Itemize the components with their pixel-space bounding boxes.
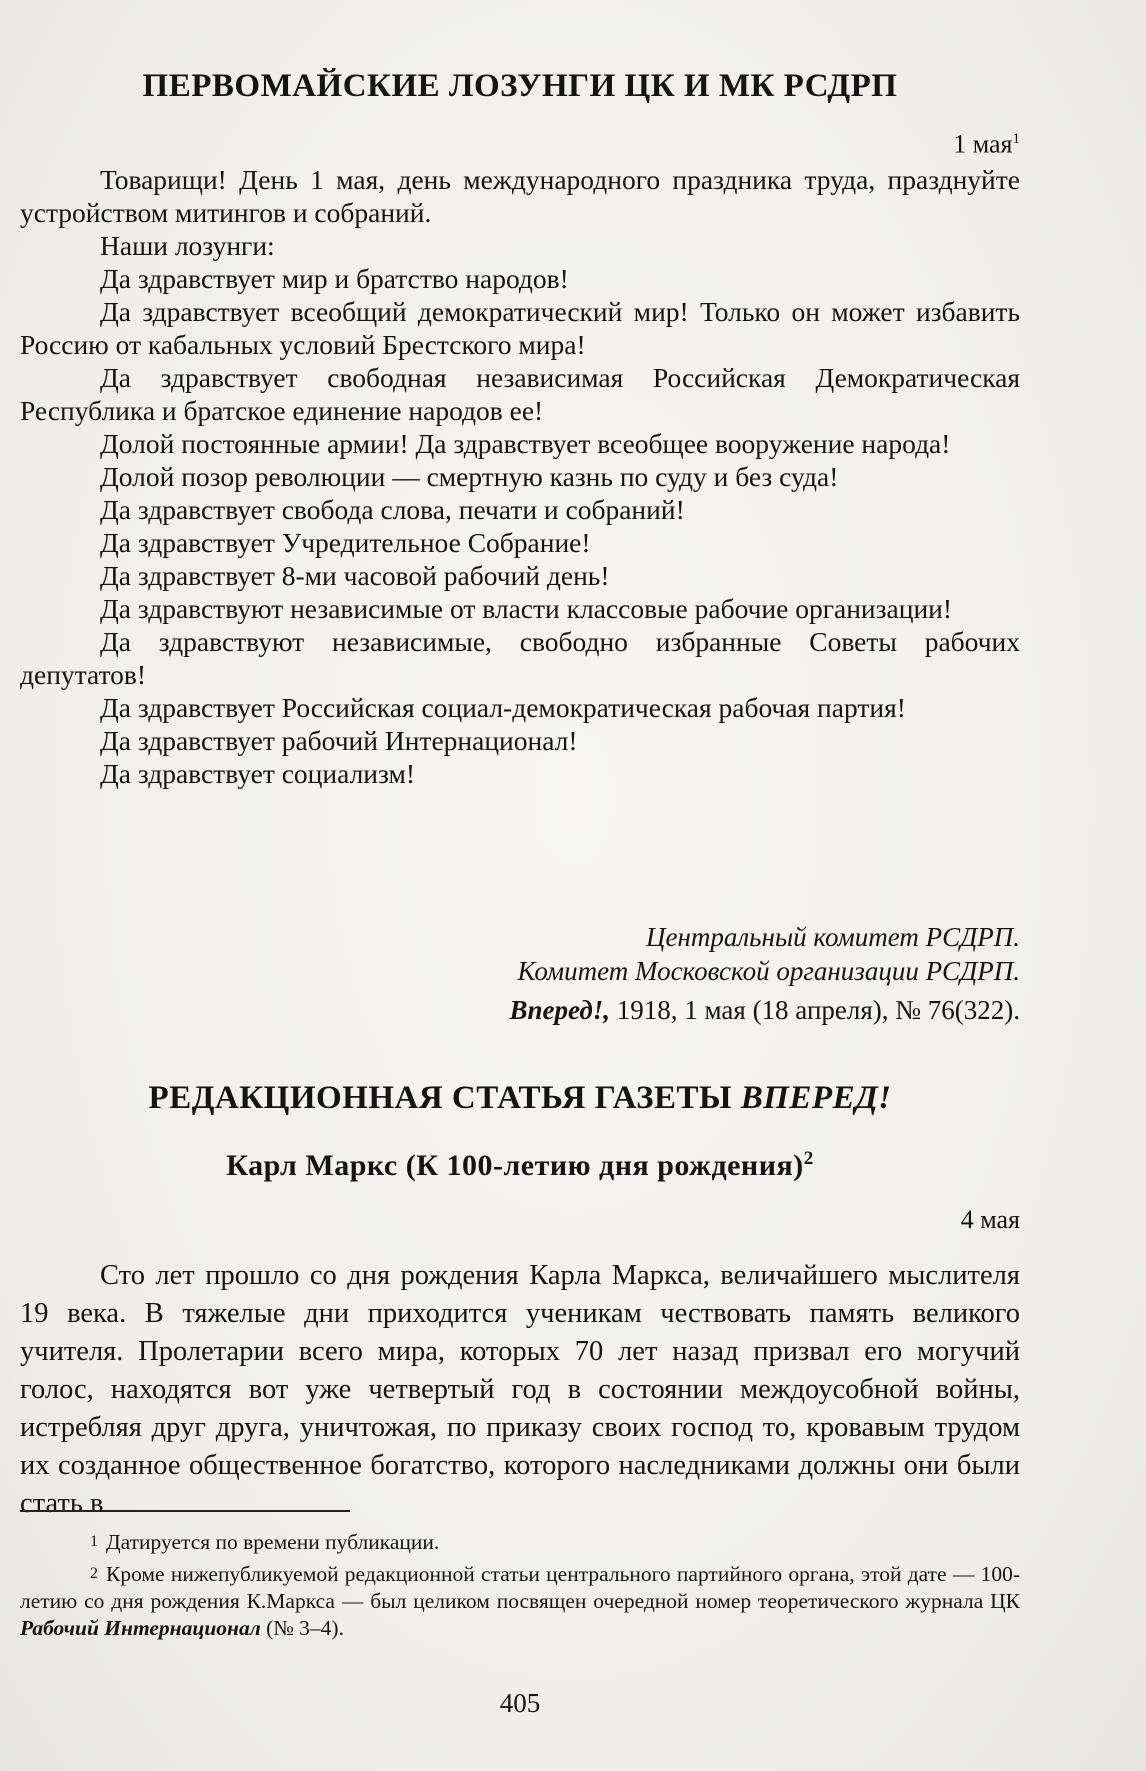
section2-title-paper: ВПЕРЕД! bbox=[740, 1080, 892, 1116]
slogan-5: Да здравствует свобода слова, печати и собраний! bbox=[100, 494, 685, 525]
article-paragraph: Сто лет прошло со дня рождения Карла Маркса, величайшего мыслителя 19 века. В тяжелые дни приходится ученикам чествовать память великого учителя. Пролетарии всего мира, которых 70 лет назад призвал его могучий голос, находятся вот уже четвертый год в состоянии междоусобной войны, истребляя друг друга, уничтожая, по приказу своих господ то, кровавым трудом их созданное общественное богатство, которого наследниками должны они были стать в bbox=[20, 1260, 1020, 1519]
section1-body bbox=[20, 163, 1020, 790]
slogan-6: Да здравствует Учредительное Собрание! bbox=[100, 527, 591, 558]
footnote-2-journal: Рабочий Интернационал bbox=[20, 1616, 261, 1640]
footnote-2-issue: (№ 3–4). bbox=[260, 1616, 344, 1640]
section2-title-text: РЕДАКЦИОННАЯ СТАТЬЯ ГАЗЕТЫ bbox=[148, 1080, 741, 1116]
article-date: 4 мая bbox=[960, 1205, 1020, 1234]
slogan-10: Да здравствует Российская социал-демократическая рабочая партия! bbox=[100, 692, 906, 723]
slogan-2: Да здравствует свободная независимая Российская Демократическая Республика и братское единение народов ее! bbox=[20, 362, 1020, 426]
footnote-2-number: 2 bbox=[90, 1565, 98, 1582]
section2-title bbox=[20, 1080, 1020, 1117]
intro-paragraph: Товарищи! День 1 мая, день международного праздника труда, празднуйте устройством митингов и собраний. bbox=[20, 164, 1020, 228]
footnote-2 bbox=[20, 1560, 1020, 1642]
source-details: 1918, 1 мая (18 апреля), № 76(322). bbox=[610, 995, 1020, 1025]
article-subtitle bbox=[20, 1148, 1020, 1183]
section1-date-text: 1 мая bbox=[953, 129, 1013, 159]
source-reference bbox=[20, 995, 1020, 1026]
source-newspaper: Вперед!, bbox=[509, 995, 611, 1025]
article-body bbox=[20, 1257, 1020, 1523]
slogan-7: Да здравствует 8-ми часовой рабочий день! bbox=[100, 560, 610, 591]
section1-date bbox=[20, 124, 1020, 160]
slogan-9: Да здравствуют независимые, свободно избранные Советы рабочих депутатов! bbox=[20, 626, 1020, 690]
footnote-ref-1: 1 bbox=[1012, 131, 1020, 147]
slogans-heading: Наши лозунги: bbox=[100, 230, 275, 261]
signature-central-committee: Центральный комитет РСДРП. bbox=[646, 922, 1020, 952]
footnote-1 bbox=[20, 1528, 1020, 1556]
footnote-divider bbox=[20, 1510, 350, 1512]
slogan-11: Да здравствует рабочий Интернационал! bbox=[100, 725, 578, 756]
page-number: 405 bbox=[499, 1688, 541, 1718]
section1-title: ПЕРВОМАЙСКИЕ ЛОЗУНГИ ЦК И МК РСДРП bbox=[142, 68, 898, 104]
slogan-12: Да здравствует социализм! bbox=[100, 758, 416, 789]
footnote-ref-2: 2 bbox=[803, 1148, 814, 1169]
slogan-1: Да здравствует всеобщий демократический мир! Только он может избавить Россию от кабальных условий Брестского мира! bbox=[20, 296, 1020, 360]
article-subtitle-text: Карл Маркс (К 100-летию дня рождения) bbox=[226, 1149, 804, 1182]
footnote-1-text: Датируется по времени публикации. bbox=[106, 1530, 440, 1554]
footnote-2-text: Кроме нижепубликуемой редакционной статьи центрального партийного органа, этой дате — 100-летию со дня рождения К.Маркса — был целиком посвящен очередной номер теоретического журнала ЦК bbox=[20, 1562, 1020, 1613]
slogan-8: Да здравствуют независимые от власти классовые рабочие организации! bbox=[100, 593, 953, 624]
slogan-4: Долой позор революции — смертную казнь по суду и без суда! bbox=[100, 461, 839, 492]
slogan-3: Долой постоянные армии! Да здравствует всеобщее вооружение народа! bbox=[100, 428, 951, 459]
signature-moscow-committee: Комитет Московской организации РСДРП. bbox=[517, 956, 1020, 986]
footnote-1-number: 1 bbox=[90, 1533, 98, 1550]
slogan-0: Да здравствует мир и братство народов! bbox=[100, 263, 569, 294]
